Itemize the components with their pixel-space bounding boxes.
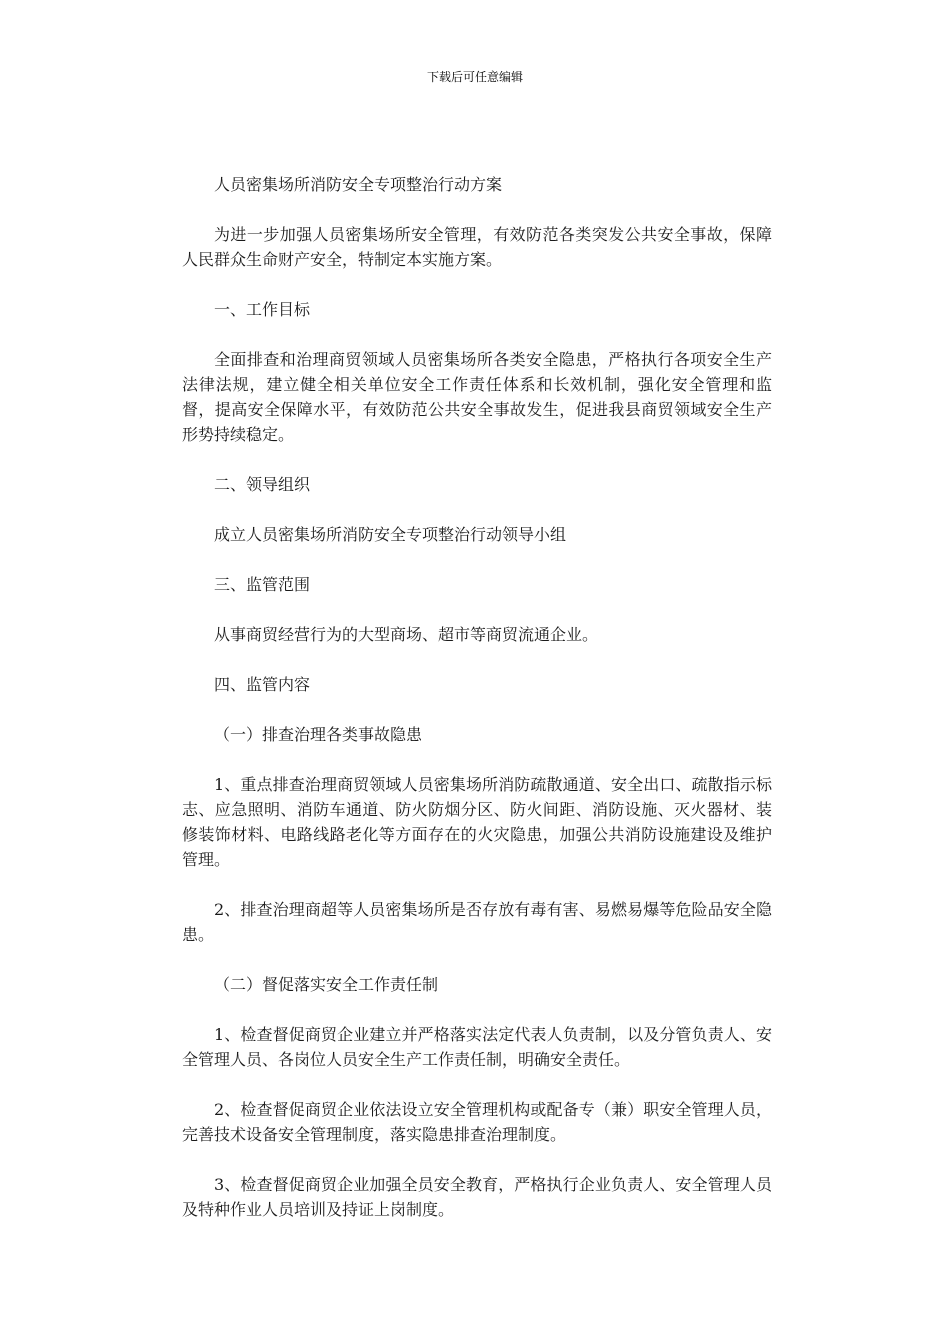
subsection-heading-responsibility: （二）督促落实安全工作责任制	[214, 975, 439, 994]
paragraph-responsibility-2: 2、检查督促商贸企业依法设立安全管理机构或配备专（兼）职安全管理人员，完善技术设备安全管理制度，落实隐患排查治理制度。	[182, 1100, 772, 1144]
subsection-heading-hazards: （一）排查治理各类事故隐患	[214, 725, 423, 744]
header-note: 下载后可任意编辑	[426, 70, 523, 84]
section-heading-goals: 一、工作目标	[214, 300, 311, 319]
section-heading-scope: 三、监管范围	[214, 575, 311, 594]
section-heading-content: 四、监管内容	[214, 675, 311, 694]
paragraph-intro: 为进一步加强人员密集场所安全管理，有效防范各类突发公共安全事故，保障人民群众生命财产安全，特制定本实施方案。	[182, 225, 772, 269]
paragraph-hazards-1: 1、重点排查治理商贸领域人员密集场所消防疏散通道、安全出口、疏散指示标志、应急照明、消防车通道、防火防烟分区、防火间距、消防设施、灭火器材、装修装饰材料、电路线路老化等方面存在的火灾隐患，加强公共消防设施建设及维护管理。	[182, 775, 772, 869]
paragraph-hazards-2: 2、排查治理商超等人员密集场所是否存放有毒有害、易燃易爆等危险品安全隐患。	[182, 900, 772, 944]
paragraph-responsibility-1: 1、检查督促商贸企业建立并严格落实法定代表人负责制，以及分管负责人、安全管理人员、各岗位人员安全生产工作责任制，明确安全责任。	[182, 1025, 772, 1069]
paragraph-scope: 从事商贸经营行为的大型商场、超市等商贸流通企业。	[214, 625, 599, 644]
paragraph-responsibility-3: 3、检查督促商贸企业加强全员安全教育，严格执行企业负责人、安全管理人员及特种作业人员培训及持证上岗制度。	[182, 1175, 772, 1219]
document-title: 人员密集场所消防安全专项整治行动方案	[214, 175, 503, 194]
paragraph-goals: 全面排查和治理商贸领域人员密集场所各类安全隐患，严格执行各项安全生产法律法规，建立健全相关单位安全工作责任体系和长效机制，强化安全管理和监督，提高安全保障水平，有效防范公共安全事故发生，促进我县商贸领域安全生产形势持续稳定。	[182, 350, 772, 444]
paragraph-leadership: 成立人员密集场所消防安全专项整治行动领导小组	[214, 525, 567, 544]
document-body	[182, 172, 772, 1247]
section-heading-leadership: 二、领导组织	[214, 475, 311, 494]
